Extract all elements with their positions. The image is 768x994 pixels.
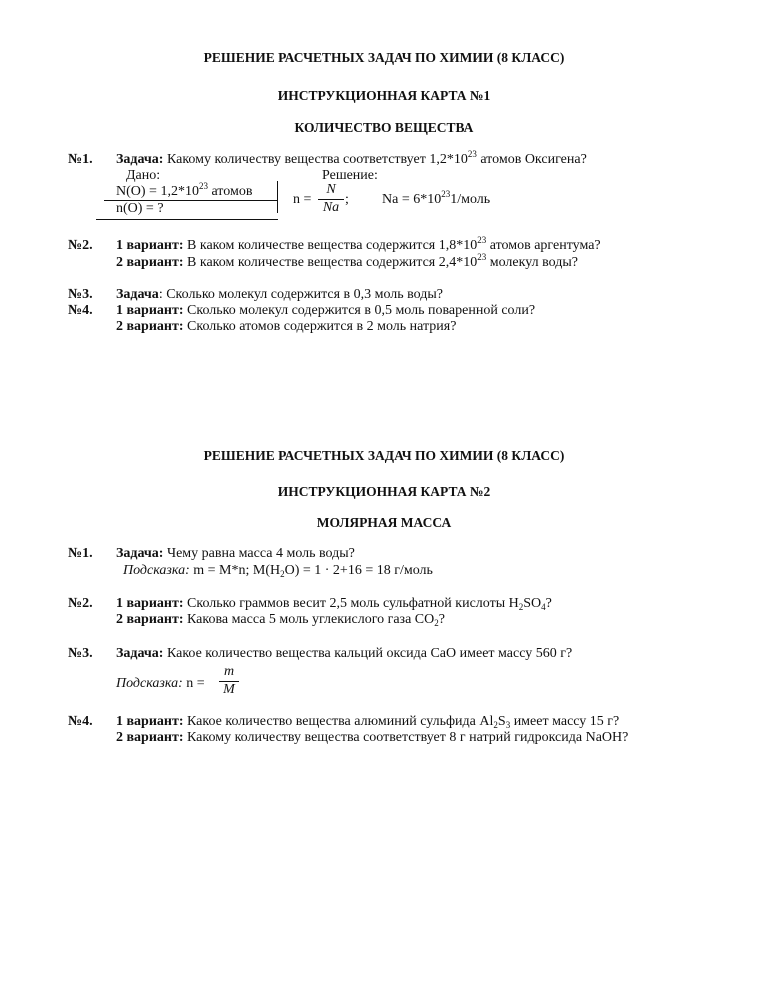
variant-label: 2 вариант: xyxy=(116,255,184,270)
exponent: 23 xyxy=(477,252,487,262)
task-text: Чему равна масса 4 моль воды? xyxy=(166,546,355,561)
task-text: Какому количеству вещества соответствует 1,2*10 xyxy=(166,152,468,167)
variant-text: SO xyxy=(523,596,542,611)
variant-text: Сколько атомов содержится в 2 моль натрия? xyxy=(187,319,457,334)
hint-label: Подсказка: xyxy=(123,563,190,578)
constant-text: Na = 6*10 xyxy=(382,192,442,207)
hint-text: O) = 1 · 2+16 = 18 г/моль xyxy=(284,563,433,578)
given-label: Дано: xyxy=(126,168,161,183)
variant-text: S xyxy=(497,714,506,729)
card1-task2-variant1 xyxy=(116,235,601,254)
variant-text: Какому количеству вещества соответствует 8 г натрий гидроксида NaOH? xyxy=(187,730,629,745)
card1-task4-number: №4. xyxy=(68,303,93,318)
card1-task3-text xyxy=(116,287,443,303)
exponent: 23 xyxy=(477,235,487,245)
hint-label: Подсказка: xyxy=(116,676,183,691)
card2-task2-variant1 xyxy=(116,596,552,612)
task-text: : Сколько молекул содержится в 0,3 моль воды? xyxy=(158,287,444,302)
subscript: 2 xyxy=(434,618,439,628)
variant-label: 2 вариант: xyxy=(116,319,184,334)
hint-text: m = M*n; M(H xyxy=(193,563,281,578)
variant-label: 2 вариант: xyxy=(116,730,184,745)
card2-task3-hint xyxy=(116,676,205,692)
card2-task4-variant2 xyxy=(116,730,628,746)
formula-lhs: n = xyxy=(293,192,312,207)
card2-task1-text xyxy=(116,546,355,562)
variant-text: Какое количество вещества алюминий сульфида Al xyxy=(187,714,494,729)
fraction-numerator: m xyxy=(223,664,235,679)
task-label: Задача: xyxy=(116,152,164,167)
card2-task1-number: №1. xyxy=(68,546,93,561)
exponent: 23 xyxy=(441,189,451,199)
given-text: атомов xyxy=(211,184,253,199)
solution-label: Решение: xyxy=(322,168,378,183)
variant-text: В каком количестве вещества содержится 1,8*10 xyxy=(187,238,478,253)
card1-task4-variant2 xyxy=(116,319,456,335)
card1-card-number: ИНСТРУКЦИОННАЯ КАРТА №1 xyxy=(277,88,491,103)
card2-card-number: ИНСТРУКЦИОННАЯ КАРТА №2 xyxy=(277,484,491,499)
card1-task1-number: №1. xyxy=(68,152,93,167)
subscript: 2 xyxy=(280,569,285,579)
card1-topic: КОЛИЧЕСТВО ВЕЩЕСТВА xyxy=(294,120,474,135)
card2-task1-hint xyxy=(123,563,433,579)
variant-label: 2 вариант: xyxy=(116,612,184,627)
card2-task2-variant2 xyxy=(116,612,445,628)
card2-formula-fraction xyxy=(219,664,239,698)
task-text: атомов Оксигена? xyxy=(480,152,587,167)
fraction-denominator: M xyxy=(223,682,235,697)
given-unknown: n(O) = ? xyxy=(116,201,164,216)
card1-task1-text xyxy=(116,149,587,168)
fraction-denominator: Na xyxy=(322,200,340,215)
task-text: Какое количество вещества кальций оксида CaO имеет массу 560 г? xyxy=(166,646,573,661)
card2-title: РЕШЕНИЕ РАСЧЕТНЫХ ЗАДАЧ ПО ХИМИИ (8 КЛАСС) xyxy=(203,448,565,463)
subscript: 2 xyxy=(518,602,524,612)
constant-unit: 1/моль xyxy=(450,192,491,207)
card1-task2-number: №2. xyxy=(68,238,93,253)
variant-text: Какова масса 5 моль углекислого газа CO xyxy=(187,612,435,627)
card2-task4-number: №4. xyxy=(68,714,93,729)
formula-lhs: n = xyxy=(186,676,205,691)
variant-label: 1 вариант: xyxy=(116,714,184,729)
variant-label: 1 вариант: xyxy=(116,238,184,253)
card1-title: РЕШЕНИЕ РАСЧЕТНЫХ ЗАДАЧ ПО ХИМИИ (8 КЛАСС) xyxy=(203,50,565,65)
card2-topic: МОЛЯРНАЯ МАССА xyxy=(316,515,452,530)
variant-text: имеет массу 15 г? xyxy=(513,714,620,729)
given-bottom-rule xyxy=(96,219,278,220)
given-vertical-rule xyxy=(277,181,278,213)
avogadro-constant xyxy=(382,189,491,208)
card1-task3-number: №3. xyxy=(68,287,93,302)
card2-task2-number: №2. xyxy=(68,596,93,611)
fraction-numerator: N xyxy=(326,182,336,197)
given-value-1 xyxy=(116,181,253,200)
exponent: 23 xyxy=(467,149,477,159)
variant-text: Сколько граммов весит 2,5 моль сульфатной кислоты H xyxy=(187,596,519,611)
variant-text: ? xyxy=(438,612,445,627)
task-label: Задача: xyxy=(116,646,164,661)
card1-task2-variant2 xyxy=(116,252,578,271)
card1-task4-variant1 xyxy=(116,303,535,319)
variant-text: молекул воды? xyxy=(489,255,578,270)
card2-task3-number: №3. xyxy=(68,646,93,661)
formula-fraction xyxy=(318,182,344,216)
subscript: 3 xyxy=(505,720,511,730)
exponent: 23 xyxy=(198,181,208,191)
variant-label: 1 вариант: xyxy=(116,303,184,318)
variant-text: В каком количестве вещества содержится 2,4*10 xyxy=(187,255,478,270)
card2-task4-variant1 xyxy=(116,714,619,730)
variant-text: ? xyxy=(545,596,552,611)
subscript: 2 xyxy=(493,720,498,730)
variant-text: атомов аргентума? xyxy=(489,238,601,253)
variant-label: 1 вариант: xyxy=(116,596,184,611)
variant-text: Сколько молекул содержится в 0,5 моль поваренной соли? xyxy=(187,303,536,318)
formula-separator: ; xyxy=(345,192,349,207)
task-label: Задача: xyxy=(116,546,164,561)
subscript: 4 xyxy=(541,602,546,612)
task-label: Задача xyxy=(116,287,159,302)
card2-task3-text xyxy=(116,646,572,662)
given-text: N(O) = 1,2*10 xyxy=(116,184,199,199)
